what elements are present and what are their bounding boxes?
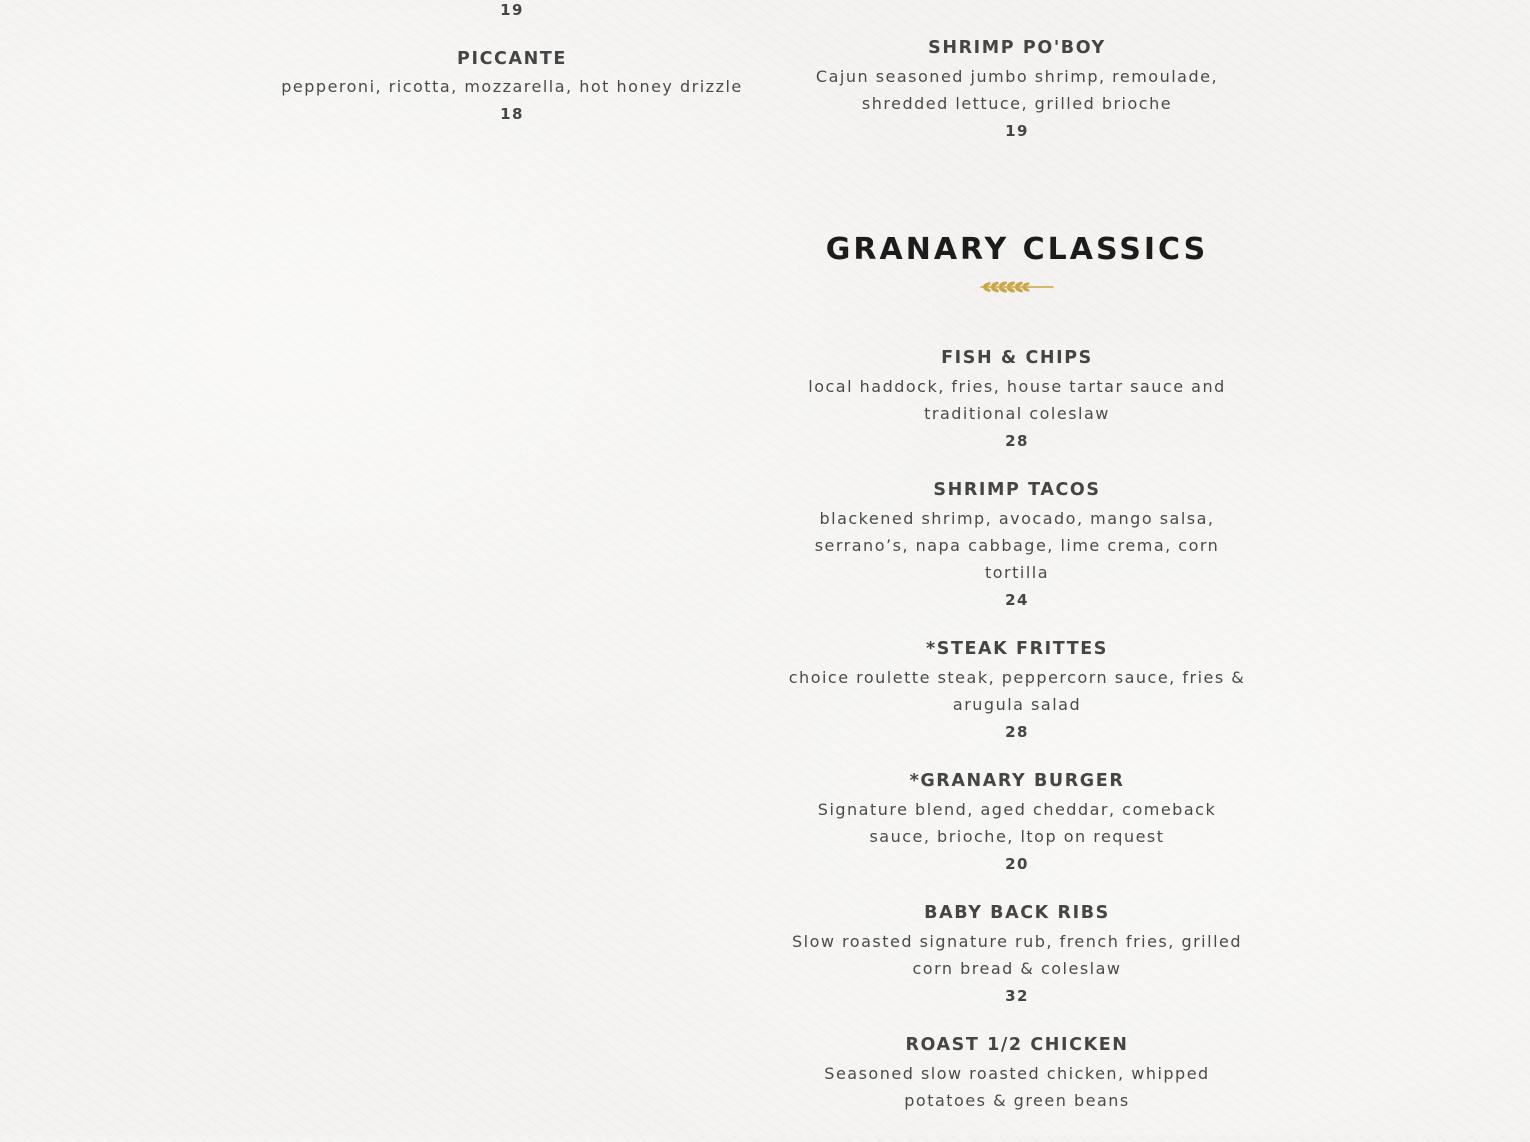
item-description [787,928,1247,982]
item-price: 19 [500,1,524,19]
item-description: pepperoni, ricotta, mozzarella, hot honey drizzle [281,77,743,96]
item-price: 20 [1005,855,1029,873]
item-name: SHRIMP PO'BOY [928,38,1106,58]
item-description-line: sauce, brioche, ltop on request [869,827,1165,846]
item-name: SHRIMP TACOS [933,480,1101,500]
item-description [787,373,1247,427]
wheat-icon [979,279,1055,295]
menu-item-steak-frittes [787,638,1247,742]
item-name: PICCANTE [457,49,567,69]
menu-item-granary-burger [787,770,1247,874]
menu-item-piccante [262,48,762,124]
menu-item-shrimp-poboy [787,37,1247,141]
item-description-line: serrano’s, napa cabbage, lime crema, corn [814,536,1220,555]
item-description-line: corn bread & coleslaw [912,959,1122,978]
item-description [787,1060,1247,1114]
item-name: ROAST 1/2 CHICKEN [905,1035,1129,1055]
item-description-line: arugula salad [952,695,1082,714]
item-description-line: potatoes & green beans [904,1091,1130,1110]
item-description [787,664,1247,718]
item-name: BABY BACK RIBS [924,903,1110,923]
item-name: *GRANARY BURGER [909,771,1125,791]
item-price: 28 [1005,723,1029,741]
item-description-line: choice roulette steak, peppercorn sauce, fries & [788,668,1246,687]
menu-item-fish-chips [787,347,1247,451]
menu-item-roast-chicken [787,1034,1247,1114]
item-price: 18 [500,105,524,123]
granary-classics-list [787,347,1247,1142]
item-name: FISH & CHIPS [941,348,1093,368]
item-description-line: Cajun seasoned jumbo shrimp, remoulade, [815,67,1219,86]
item-description-line: Seasoned slow roasted chicken, whipped [824,1064,1210,1083]
item-description-line: Slow roasted signature rub, french fries, grilled [791,932,1243,951]
item-description [787,796,1247,850]
item-price: 28 [1005,432,1029,450]
item-description-line: blackened shrimp, avocado, mango salsa, [819,509,1215,528]
item-price: 32 [1005,987,1029,1005]
item-description [787,505,1247,586]
item-description-line: shredded lettuce, grilled brioche [861,94,1173,113]
item-price: 24 [1005,591,1029,609]
item-description-line: Signature blend, aged cheddar, comeback [817,800,1217,819]
section-title: GRANARY CLASSICS [825,232,1209,267]
menu-item-baby-back-ribs [787,902,1247,1006]
item-description [787,63,1247,117]
item-description-line: local haddock, fries, house tartar sauce and [808,377,1226,396]
item-description-line: tortilla [984,563,1050,582]
item-price: 19 [1005,122,1029,140]
item-name: *STEAK FRITTES [925,639,1109,659]
item-description-line: traditional coleslaw [924,404,1110,423]
menu-item-shrimp-tacos [787,479,1247,610]
